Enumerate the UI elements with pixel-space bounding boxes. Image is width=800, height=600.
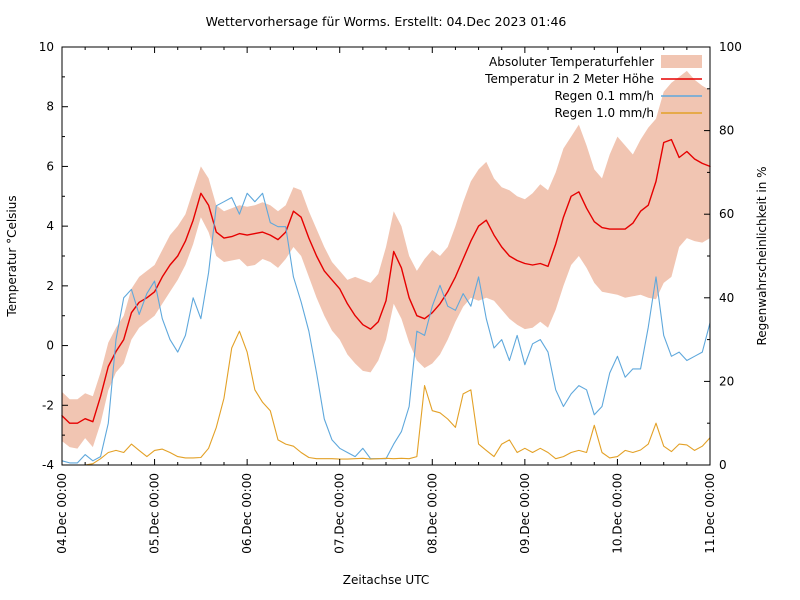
legend-label: Regen 0.1 mm/h [554, 89, 654, 103]
x-tick-label: 08.Dec 00:00 [425, 473, 440, 554]
y-left-tick-label: -4 [42, 458, 54, 472]
y-axis-label-left: Temperatur °Celsius [5, 195, 19, 317]
x-axis-label: Zeitachse UTC [342, 573, 430, 587]
plot-area [62, 71, 710, 465]
x-tick-label: 07.Dec 00:00 [332, 473, 347, 554]
y-left-tick-label: 0 [46, 338, 54, 353]
y-right-tick-label: 0 [719, 458, 727, 472]
chart-title: Wettervorhersage für Worms. Erstellt: 04.Dec 2023 01:46 [205, 14, 567, 29]
x-tick-label: 05.Dec 00:00 [147, 473, 162, 554]
y-left-tick-label: 8 [46, 99, 54, 114]
y-left-tick-label: -2 [42, 398, 54, 413]
y-right-tick-label: 40 [719, 290, 735, 305]
x-tick-label: 11.Dec 00:00 [703, 473, 717, 554]
legend-entry [489, 55, 702, 69]
y-left-tick-label: 4 [46, 219, 54, 234]
legend-entry [484, 72, 702, 86]
y-right-tick-label: 80 [719, 123, 735, 138]
y-right-tick-label: 20 [719, 374, 735, 389]
y-axis-label-right: Regenwahrscheinlichkeit in % [755, 166, 769, 346]
legend-label: Temperatur in 2 Meter Höhe [485, 72, 654, 86]
legend-label: Absoluter Temperaturfehler [489, 55, 654, 69]
y-left-tick-label: 6 [46, 159, 54, 174]
y-left-tick-label: 10 [38, 40, 54, 54]
rain-10-line [62, 331, 710, 465]
x-tick-label: 10.Dec 00:00 [610, 473, 625, 554]
temperature-error-band [62, 71, 710, 449]
legend-label: Regen 1.0 mm/h [554, 106, 654, 120]
x-tick-label: 09.Dec 00:00 [517, 473, 532, 554]
legend-band-swatch [661, 55, 702, 68]
y-right-tick-label: 60 [719, 207, 735, 222]
x-tick-label: 04.Dec 00:00 [55, 473, 69, 554]
y-right-tick-label: 100 [719, 40, 742, 54]
x-tick-label: 06.Dec 00:00 [240, 473, 255, 554]
y-left-tick-label: 2 [46, 278, 54, 293]
